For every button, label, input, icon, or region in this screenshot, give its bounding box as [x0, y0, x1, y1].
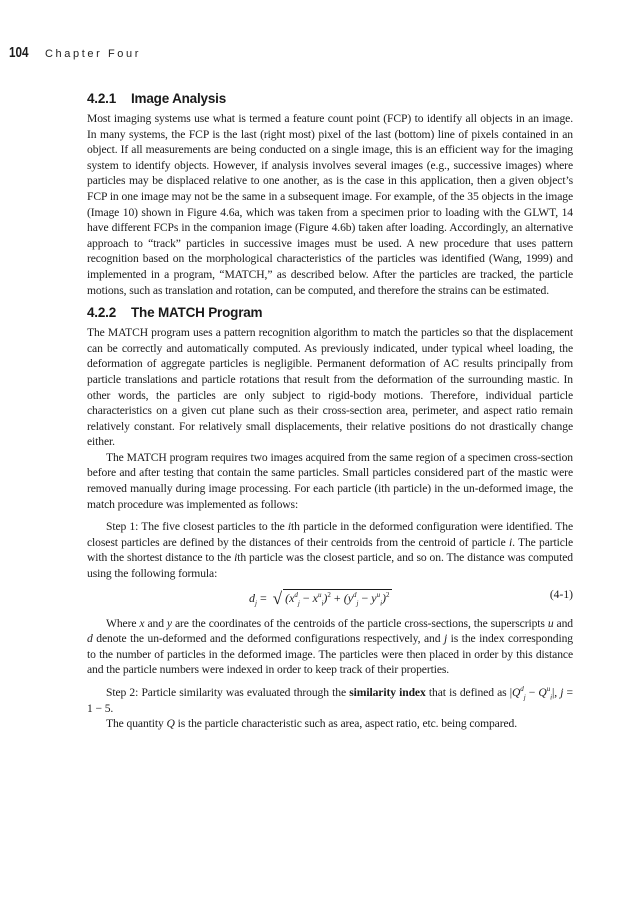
paragraph-image-analysis: Most imaging systems use what is termed a feature count point (FCP) to identify all objects in an image. In many systems, the FCP is the last (right most) pixel of the last (bottom) line of pixels contained in an object. If all measurements are being conducted on a single image, this is an efficient way for the imaging system to identify objects. However, if analysis involves several images (e.g., successive images) where particles may be displaced relative to one another, as is the case in this application, then a given object’s FCP in one image may not be the same in a subsequent image. For example, of the 35 objects in the image (Image 10) shown in Figure 4.6a, which was taken from a specimen prior to loading with the GLWT, 14 have different FCPs in the companion image (Figure 4.6b) taken after loading. Accordingly, an alternative approach to “track” particles in successive images must be used. A new procedure that uses pattern recognition based on the morphological characteristics of the particles was identified (Wang, 1999) and implemented in a program, “MATCH,” as described below. After the particles are tracked, the particle motions, such as translation and rotation, can be computed, and therefore the strains can be estimated. — [87, 112, 573, 297]
section-number: 4.2.1 — [87, 91, 117, 106]
running-header — [9, 44, 141, 61]
distance-formula: $d_j$ = √ $(x^d_j - x^u_i)^2 + (y^d_j - y^u_i)^2$ — [249, 588, 390, 608]
section-heading-4-2-2 — [87, 304, 573, 322]
similarity-formula: $|Q^d_j - Q^u_i|$, j = 1 − 5. — [87, 685, 573, 715]
paragraph-where: Where x and y are the coordinates of the centroids of the particle cross-sections, the superscripts u and d denote the un-deformed and the deformed configurations respectively, and j is the index corresponding to the number of particles in the deformed image. The particles were then placed in order by this distance and the particle numbers were indexed in order to keep track of their properties. — [87, 616, 573, 677]
section-title: Image Analysis — [131, 91, 226, 106]
equation-4-1 — [87, 584, 573, 610]
page-body — [87, 90, 573, 732]
chapter-label: Chapter Four — [45, 48, 142, 60]
paragraph-match-intro: The MATCH program uses a pattern recognition algorithm to match the particles so that the displacement can be correctly and automatically computed. As previously indicated, under typical wheel loading, the deformation of aggregate particles is negligible. Permanent deformation of AC results principally from particle translations and particle rotations that result from the deformation of the surrounding mastic. In other words, the particles are only subject to rigid-body motions. Therefore, individual particle characteristics on a given cut plane such as their cross-section area, perimeter, and aspect ratio remain relatively constant. For relatively small displacements, their relative positions do not drastically change either. — [87, 326, 573, 449]
equation-number: (4-1) — [549, 587, 573, 601]
paragraph-match-requirements: The MATCH program requires two images acquired from the same region of a specimen cross-section before and after testing that contain the same particles. Small particles considered part of the mastic were removed manually during image processing. For each particle (ith particle) in the un-deformed image, the match procedure was implemented as follows: — [87, 450, 573, 511]
section-title: The MATCH Program — [131, 305, 263, 321]
page-number: 104 — [9, 44, 29, 61]
similarity-index-term: similarity index — [349, 686, 426, 699]
paragraph-step-2: Step 2: Particle similarity was evaluated through the similarity index that is defined as $|Q^d_j - Q^u_i|$, j = 1 − 5. — [87, 685, 573, 715]
paragraph-step-1: Step 1: The five closest particles to the ith particle in the deformed configuration were identified. The closest particles are defined by the distances of their centroids from the centroid of particle i. The particle with the shortest distance to the ith particle was the closest particle, and so on. The distance was computed using the following formula: — [87, 520, 573, 581]
section-heading-4-2-1 — [87, 90, 573, 108]
section-number: 4.2.2 — [87, 305, 117, 321]
paragraph-quantity-q: The quantity Q is the particle characteristic such as area, aspect ratio, etc. being compared. — [106, 717, 518, 731]
